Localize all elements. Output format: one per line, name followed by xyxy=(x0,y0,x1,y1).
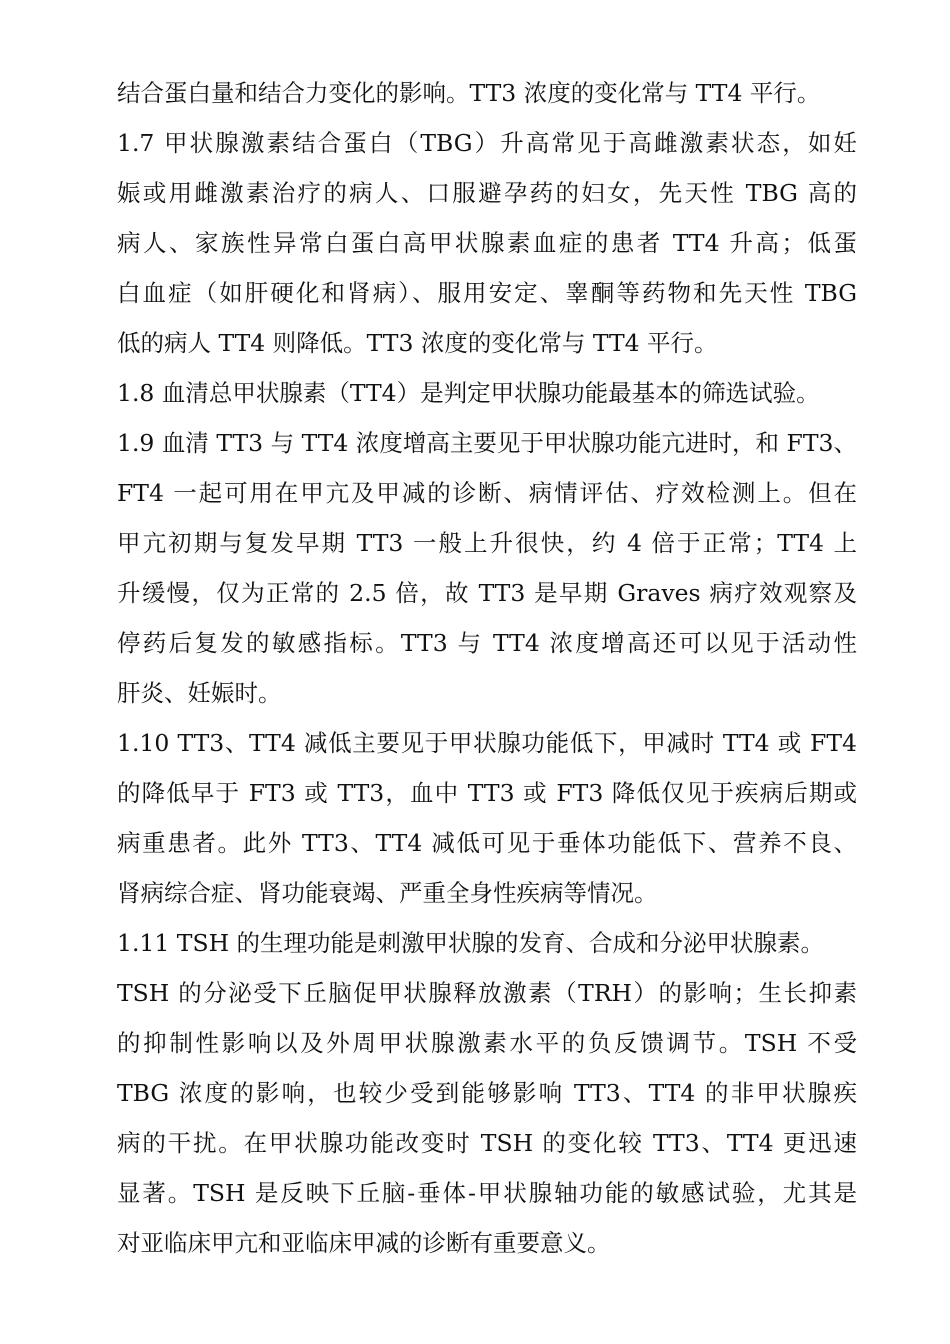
text-line: 低的病人 TT4 则降低。TT3 浓度的变化常与 TT4 平行。 xyxy=(117,329,718,357)
text-line: 1.10 TT3、TT4 减低主要见于甲状腺功能低下，甲减时 TT4 或 FT4 xyxy=(117,729,857,757)
text-line: 1.11 TSH 的生理功能是刺激甲状腺的发育、合成和分泌甲状腺素。 xyxy=(117,929,825,957)
text-line: 的抑制性影响以及外周甲状腺激素水平的负反馈调节。TSH 不受 xyxy=(117,1029,857,1057)
text-line: 1.7 甲状腺激素结合蛋白（TBG）升高常见于高雌激素状态，如妊 xyxy=(117,129,857,157)
text-line: 娠或用雌激素治疗的病人、口服避孕药的妇女，先天性 TBG 高的 xyxy=(117,179,857,207)
text-line: 病的干扰。在甲状腺功能改变时 TSH 的变化较 TT3、TT4 更迅速 xyxy=(117,1129,857,1157)
text-line: 升缓慢，仅为正常的 2.5 倍，故 TT3 是早期 Graves 病疗效观察及 xyxy=(117,579,857,607)
body-text xyxy=(117,68,857,1268)
text-line: 病人、家族性异常白蛋白高甲状腺素血症的患者 TT4 升高；低蛋 xyxy=(117,229,857,257)
text-line: 显著。TSH 是反映下丘脑-垂体-甲状腺轴功能的敏感试验，尤其是 xyxy=(117,1179,857,1207)
text-line: 1.8 血清总甲状腺素（TT4）是判定甲状腺功能最基本的筛选试验。 xyxy=(117,379,820,407)
text-line: 1.9 血清 TT3 与 TT4 浓度增高主要见于甲状腺功能亢进时，和 FT3、 xyxy=(117,429,857,457)
text-line: 对亚临床甲亢和亚临床甲减的诊断有重要意义。 xyxy=(117,1229,611,1257)
text-line: 肝炎、妊娠时。 xyxy=(117,679,282,707)
text-line: 病重患者。此外 TT3、TT4 减低可见于垂体功能低下、营养不良、 xyxy=(117,829,857,857)
text-line: 的降低早于 FT3 或 TT3，血中 TT3 或 FT3 降低仅见于疾病后期或 xyxy=(117,779,857,807)
text-line: 结合蛋白量和结合力变化的影响。TT3 浓度的变化常与 TT4 平行。 xyxy=(117,79,821,107)
text-line: 停药后复发的敏感指标。TT3 与 TT4 浓度增高还可以见于活动性 xyxy=(117,629,857,657)
text-line: 甲亢初期与复发早期 TT3 一般上升很快，约 4 倍于正常；TT4 上 xyxy=(117,529,857,557)
text-line: TSH 的分泌受下丘脑促甲状腺释放激素（TRH）的影响；生长抑素 xyxy=(117,979,857,1007)
text-line: 肾病综合症、肾功能衰竭、严重全身性疾病等情况。 xyxy=(117,879,658,907)
text-line: FT4 一起可用在甲亢及甲减的诊断、病情评估、疗效检测上。但在 xyxy=(117,479,857,507)
text-line: TBG 浓度的影响，也较少受到能够影响 TT3、TT4 的非甲状腺疾 xyxy=(117,1079,857,1107)
text-line: 白血症（如肝硬化和肾病）、服用安定、睾酮等药物和先天性 TBG xyxy=(117,279,857,307)
